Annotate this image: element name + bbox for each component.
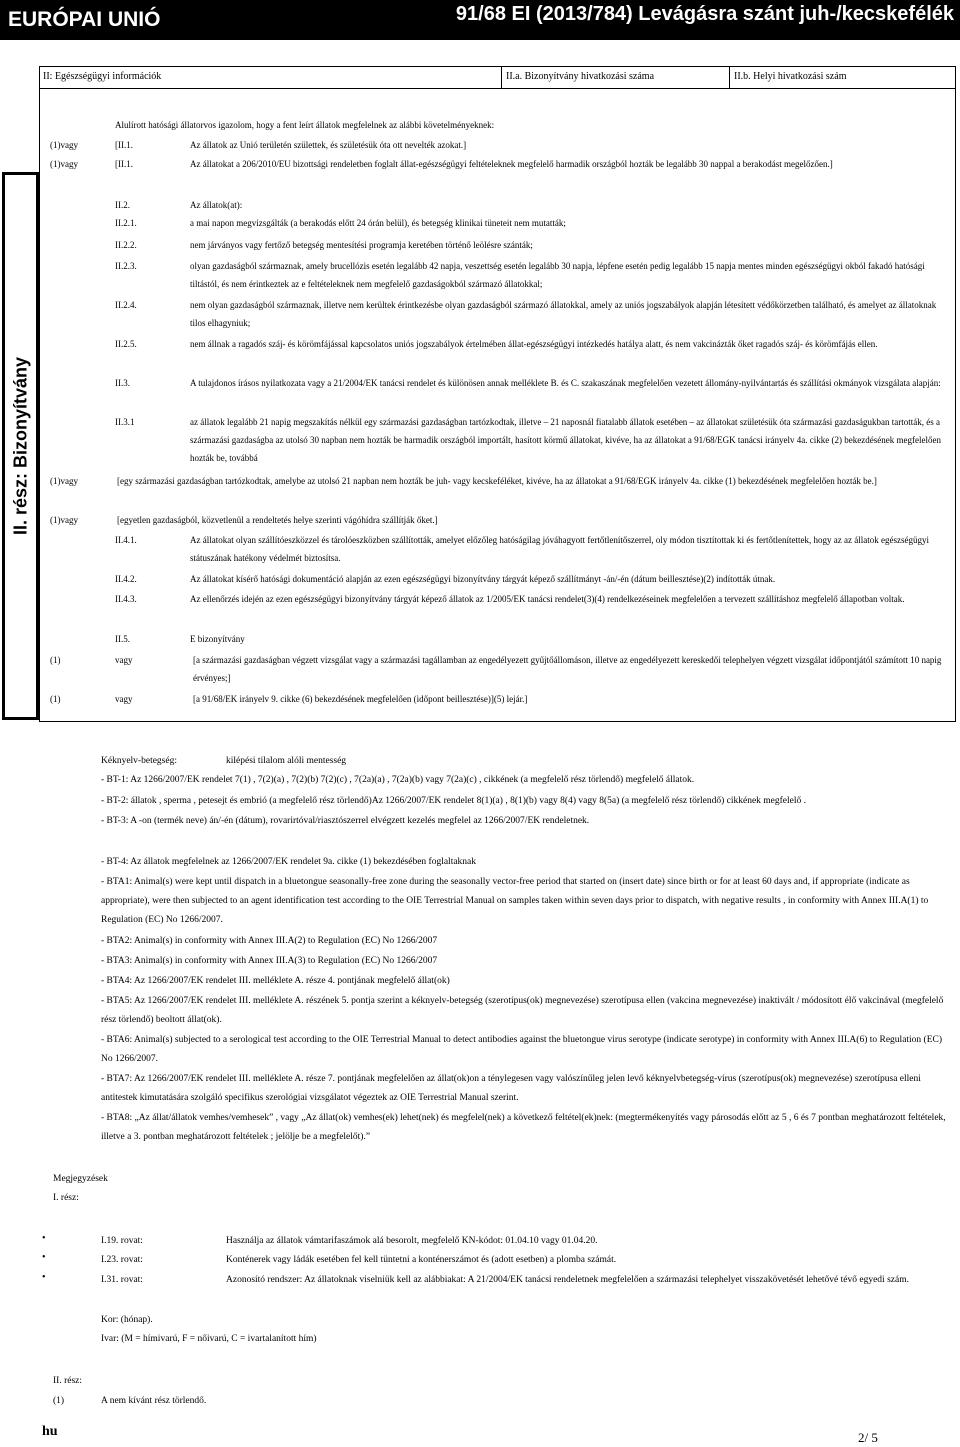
footnote-bt3: - BT-3: A -on (termék neve) án/-én (dátum), rovarirtóval/riasztószerrel elvégzett kezelés megfelel az 1266/2007/EK rendeletnek. [101,816,590,826]
row-number: vagy [115,655,133,665]
row-option-marker: (1)vagy [50,515,78,525]
column-health-info: II: Egészségügyi információk [39,66,502,88]
kek-label: Kéknyelv-betegség: [101,756,177,766]
side-label-box [2,172,39,720]
row-text: [egy származási gazdaságban tartózkodtak, amelybe az utolsó 21 napban nem hozták be juh- vagy kecskeféléket, kivéve, ha az állatokat a 91/68/EGK irányelv 4a. cikke (1) bekezdésének megfelelően hozták be.] [117,476,877,486]
row-text: [a 91/68/EK irányelv 9. cikke (6) bekezdésének megfelelően (időpont beillesztése)](5) lejár.] [193,694,528,704]
row-text: A tulajdonos írásos nyilatkozata vagy a 21/2004/EK tanácsi rendelet és különösen annak melléklete B. és C. szakaszának megfelelően vezetett állomány-nyilvántartás és szállítási okmányok vizsgálata alapján: [190,378,941,388]
row-text: [egyetlen gazdaságból, közvetlenül a rendeltetés helye szerinti vágóhídra szállítják őket.] [117,515,438,525]
footnote-bta4: - BTA4: Az 1266/2007/EK rendelet III. melléklete A. része 4. pontjának megfelelő állat(ok) [101,976,450,986]
note-text: Konténerek vagy ládák esetében fel kell tüntetni a konténerszámot és (adott esetben) a plomba számát. [226,1255,617,1265]
row-option-marker: (1)vagy [50,140,78,150]
note-ref: I.31. rovat: [101,1275,143,1285]
side-label: II. rész: Bizonyítvány [10,356,30,536]
header-left: EURÓPAI UNIÓ [8,8,161,31]
page-number: 2/ 5 [858,1430,878,1445]
row-option-marker: (1)vagy [50,159,78,169]
footnote-bt4: - BT-4: Az állatok megfelelnek az 1266/2007/EK rendelet 9a. cikke (1) bekezdésében foglaltaknak [101,857,477,867]
footnote-bta3: - BTA3: Animal(s) in conformity with Annex III.A(3) to Regulation (EC) No 1266/2007 [101,956,438,966]
bullet-icon: • [42,1272,46,1283]
row-text: Az állatokat kísérő hatósági dokumentáció alapján az ezen egészségügyi bizonyítvány tárgyát képező szállítmányt -án/-én (dátum beillesztése)(2) indították útnak. [190,574,776,584]
notes-ivar: Ivar: (M = hímivarú, F = nőivarú, C = ivartalanított hím) [101,1334,317,1344]
row-text: [a származási gazdaságban végzett vizsgálat vagy a származási tagállamban az engedélyezett gyűjtőállomáson, illetve az engedélyezett kereskedői telephelyen végzett vizsgálat időpontjától számított 10 napig érvényes;] [193,655,942,683]
note-ref: I.19. rovat: [101,1236,143,1246]
header-right: 91/68 EI (2013/784) Levágásra szánt juh-/kecskefélék [455,3,954,25]
kek-value: kilépési tilalom alóli mentesség [226,756,347,766]
document-header [0,0,960,40]
row-number: II.4.2. [115,574,137,584]
row-text: Az ellenőrzés idején az ezen egészségügyi bizonyítvány tárgyát képező állatok az 1/2005/EK tanácsi rendelet(3)(4) rendelkezéseinek megfelelően a tervezett szállításhoz megfelelő állapotban voltak. [190,594,905,604]
footnote-bta8: - BTA8: „Az állat/állatok vemhes/vemhesek” , vagy „Az állat(ok) vemhes(ek) lehet(nek) és megfelel(nek) a következő feltétel(ek)nek: (megtermékenyítés vagy párosodás előtt az 5 , 6 és 7 pontban meghatározott feltételek, illetve a 3. pontban meghatározott feltételek ; jelölje be a megfelelőt).” [101,1113,946,1142]
row-text: Az állatok(at): [190,200,243,210]
row-text: olyan gazdaságból származnak, amely brucellózis esetén legalább 42 napja, veszettség esetén legalább 30 napja, lépfene esetén pedig legalább 15 napja mentes minden egészségügyi okból fakadó hatósági tiltástól, és nem érintkeztek az e feltételeknek nem megfelelő gazdaságokból származó állatokkal; [190,261,925,289]
note-text: Használja az állatok vámtarifaszámok alá besorolt, megfelelő KN-kódot: 01.04.10 vagy 01.04.20. [226,1236,598,1246]
row-number: II.4.1. [115,535,137,545]
footnote-bta7: - BTA7: Az 1266/2007/EK rendelet III. melléklete A. része 7. pontjának megfelelően az állat(ok)on a ténylegesen vagy valószínűleg jelen levő kéknyelvbetegség-vírus (szerotípus(ok) megnevezése) szerotípusa elleni antitestek kimutatására szolgáló specifikus szerológiai vizsgálatot végeztek az OIE Terrestrial Manual szerint. [101,1074,921,1103]
footnote-bta6: - BTA6: Animal(s) subjected to a serological test according to the OIE Terrestrial Manual to detect antibodies against the bluetongue virus serotype (indicate serotype) in conformity with Annex III.A(6) to Regulation (EC) No 1266/2007. [101,1035,943,1064]
row-text: nem állnak a ragadós száj- és körömfájással kapcsolatos uniós jogszabályok értelmében állat-egészségügyi intézkedés hatálya alatt, és nem vakcinázták őket ragadós száj- és körömfájás ellen. [190,339,878,349]
row-number: II.3.1 [115,417,135,427]
footnote-bta1: - BTA1: Animal(s) were kept until dispatch in a bluetongue seasonally-free zone during the seasonally vector-free period that started on (insert date) since birth or for at least 60 days and, if appropriate (indicate as appropriate), were then subjected to an agent identification test according to the OIE Terrestrial Manual on samples taken within seven days prior to dispatch, with negative results , in conformity with Annex III.A(1) to Regulation (EC) No 1266/2007. [101,877,929,925]
notes-part2: II. rész: [53,1376,83,1386]
bullet-icon: • [42,1252,46,1263]
row-text: az állatok legalább 21 napig megszakítás nélkül egy származási gazdaságban tartózkodtak, illetve – 21 naposnál fiatalabb állatok esetében – az állatokat születésük óta származási gazdaságukban tartották, és a származási gazdaságba az utolsó 30 napban nem hozták be harmadik országból importált, hasított körmű állatokat, kivéve, ha az állatokat a 91/68/EGK tanácsi irányelv 4a. cikke (2) bekezdésének megfelelően hozták be, továbbá [190,417,941,463]
row-text: Az állatok az Unió területén születtek, és születésük óta ott nevelték azokat.] [190,140,467,150]
row-number: vagy [115,694,133,704]
row-text: E bizonyítvány [190,634,245,644]
row-number: II.5. [115,634,130,644]
notes-kor: Kor: (hónap). [101,1315,153,1325]
row-number: II.2.1. [115,218,137,228]
footnote-bta2: - BTA2: Animal(s) in conformity with Annex III.A(2) to Regulation (EC) No 1266/2007 [101,936,438,946]
notes-title: Megjegyzések [53,1174,108,1184]
row-number: II.2.2. [115,240,137,250]
note-text: Azonosító rendszer: Az állatoknak viselniük kell az alábbiakat: A 21/2004/EK tanácsi rendeletnek megfelelően a származási telephelyet visszakövetését lehetővé tévő egyedi szám. [226,1275,909,1285]
footnote-bt1: - BT-1: Az 1266/2007/EK rendelet 7(1) , 7(2)(a) , 7(2)(b) 7(2)(c) , 7(2a)(a) , 7(2a)(b) vagy 7(2a)(c) , cikkének (a megfelelő rész törlendő) megfelelő állatok. [101,775,695,785]
row-number: [II.1. [115,140,133,150]
row-text: Az állatokat a 206/2010/EU bizottsági rendeletben foglalt állat-egészségügyi feltételeknek megfelelő harmadik országból hozták be legalább 30 nappal a berakodást megelőzően.] [190,159,833,169]
row-option-marker: (1)vagy [50,476,78,486]
column-cert-ref: II.a. Bizonyítvány hivatkozási száma [502,66,730,88]
notes-part2-text: A nem kívánt rész törlendő. [101,1396,207,1406]
row-number: II.2. [115,200,130,210]
row-option-marker: (1) [50,655,61,665]
row-text: nem olyan gazdaságból származnak, illetve nem kerültek érintkezésbe olyan gazdaságból származó állatokkal, amely az uniós jogszabályok alapján létesített védőkörzetben található, és amelyet az állatoknak tilos elhagyniuk; [190,300,937,328]
footnote-bt2: - BT-2: állatok , sperma , petesejt és embrió (a megfelelő rész törlendő)Az 1266/2007/EK rendelet 8(1)(a) , 8(1)(b) vagy 8(4) vagy 8(5a) (a megfelelő rész törlendő) cikkének megfelelő . [101,796,807,806]
intro-text: Alulírott hatósági állatorvos igazolom, hogy a fent leírt állatok megfelelnek az alábbi követelményeknek: [115,120,495,130]
row-number: II.3. [115,378,130,388]
row-number: II.2.4. [115,300,137,310]
row-number: [II.1. [115,159,133,169]
note-ref: I.23. rovat: [101,1255,143,1265]
row-number: II.2.5. [115,339,137,349]
row-option-marker: (1) [50,694,61,704]
language-code: hu [42,1424,58,1439]
row-text: Az állatokat olyan szállítóeszközzel és tárolóeszközben szállították, amelyet előzőleg hatóságilag jóváhagyott fertőtlenítőszerrel, oly módon tisztítottak ki és fertőtlenítettek, hogy az az állatok egészségügyi státuszának hatékony védelmét biztosítsa. [190,535,929,563]
footnote-bta5: - BTA5: Az 1266/2007/EK rendelet III. melléklete A. részének 5. pontja szerint a kéknyelv-betegség (szerotípus(ok) megnevezése) szerotípusa ellen (vakcina megnevezése) inaktivált / módosított élő vakcinával (megfelelő rész törlendő) beoltott állat(ok). [101,996,944,1025]
column-local-ref: II.b. Helyi hivatkozási szám [734,71,847,82]
notes-part1: I. rész: [53,1193,79,1203]
bullet-icon: • [42,1233,46,1244]
notes-part2-ref: (1) [53,1396,65,1406]
row-number: II.2.3. [115,261,137,271]
row-text: a mai napon megvizsgálták (a berakodás előtt 24 órán belül), és betegség klinikai tüneteit nem mutatták; [190,218,566,228]
header-divider [39,88,956,89]
row-text: nem járványos vagy fertőző betegség mentesítési programja keretében történő leölésre szánták; [190,240,533,250]
row-number: II.4.3. [115,594,137,604]
